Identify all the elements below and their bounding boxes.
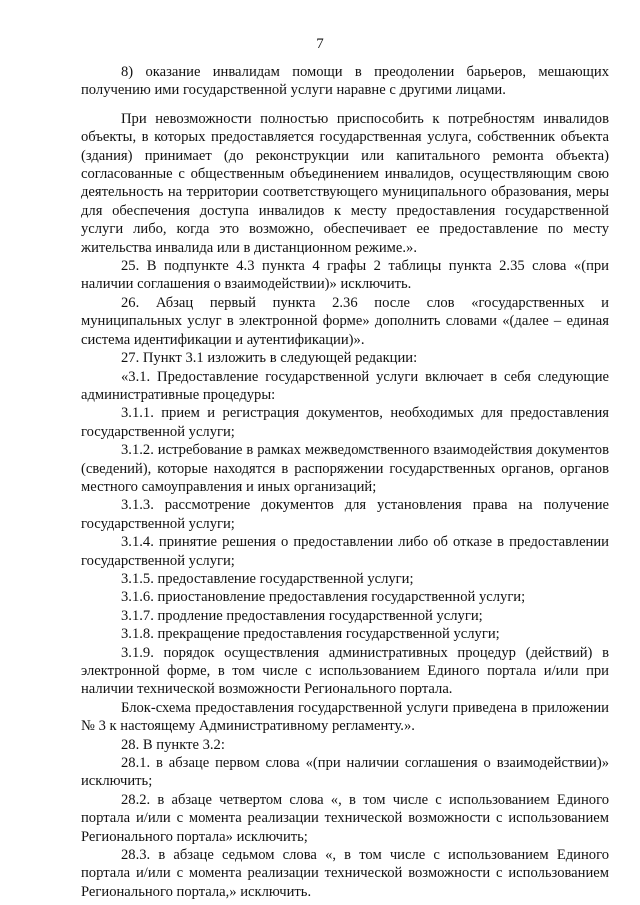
paragraph: 3.1.5. предоставление государственной услуги; xyxy=(121,570,414,587)
paragraph: 3.1.9. порядок осуществления административных процедур (действий) в электронной форме, в том числе с использованием Единого портала и/или при наличии технической возможности Регионального портала. xyxy=(81,644,609,698)
paragraph: 3.1.4. принятие решения о предоставлении либо об отказе в предоставлении государственной услуги; xyxy=(81,534,609,569)
paragraph: 28.1. в абзаце первом слова «(при наличии соглашения о взаимодействии)» исключить; xyxy=(81,755,609,790)
paragraph: 28.2. в абзаце четвертом слова «, в том числе с использованием Единого портала и/или с момента реализации технической возможности с использованием Регионального портала» исключить; xyxy=(81,791,609,845)
paragraph: 3.1.2. истребование в рамках межведомственного взаимодействия документов (сведений), которые находятся в распоряжении государственных органов, органов местного самоуправления и иных организаций; xyxy=(81,442,609,495)
paragraph: 3.1.6. приостановление предоставления государственной услуги; xyxy=(121,589,526,606)
paragraph: 28.3. в абзаце седьмом слова «, в том числе с использованием Единого портала и/или с момента реализации технической возможности с использованием Регионального портала,» исключить. xyxy=(81,847,609,900)
paragraph: 26. Абзац первый пункта 2.36 после слов «государственных и муниципальных услуг в электронной форме» дополнить словами «(далее – единая система идентификации и аутентификации)». xyxy=(81,294,609,348)
paragraph: 28. В пункте 3.2: xyxy=(121,736,225,753)
paragraph: 3.1.8. прекращение предоставления государственной услуги; xyxy=(121,626,500,643)
paragraph: Блок-схема предоставления государственной услуги приведена в приложении № 3 к настоящему Административному регламенту.». xyxy=(81,699,609,735)
paragraph: 3.1.7. продление предоставления государственной услуги; xyxy=(121,607,483,624)
paragraph: При невозможности полностью приспособить к потребностям инвалидов объекты, в которых предоставляется государственная услуга, собственник объекта (здания) принимает (до реконструкции или капитального ремонта объекта) согласованные с общественным объединением инвалидов, осуществляющим свою деятельность на территории соответствующего муниципального образования, меры для обеспечения доступа инвалидов к месту предоставления государственной услуги либо, когда это возможно, обеспечивает ее предоставление по месту жительства инвалида или в дистанционном режиме.». xyxy=(81,110,609,256)
paragraph: «3.1. Предоставление государственной услуги включает в себя следующие административные процедуры: xyxy=(81,368,609,403)
paragraph: 3.1.1. прием и регистрация документов, необходимых для предоставления государственной услуги; xyxy=(81,405,609,440)
page-number: 7 xyxy=(316,36,324,52)
paragraph: 25. В подпункте 4.3 пункта 4 графы 2 таблицы пункта 2.35 слова «(при наличии соглашения о взаимодействии)» исключить. xyxy=(81,258,609,293)
paragraph: 27. Пункт 3.1 изложить в следующей редакции: xyxy=(121,350,418,367)
document-body xyxy=(81,63,609,901)
paragraph: 3.1.3. рассмотрение документов для установления права на получение государственной услуги; xyxy=(81,497,609,532)
paragraph: 8) оказание инвалидам помощи в преодолении барьеров, мешающих получению ими государственной услуги наравне с другими лицами. xyxy=(81,64,609,99)
